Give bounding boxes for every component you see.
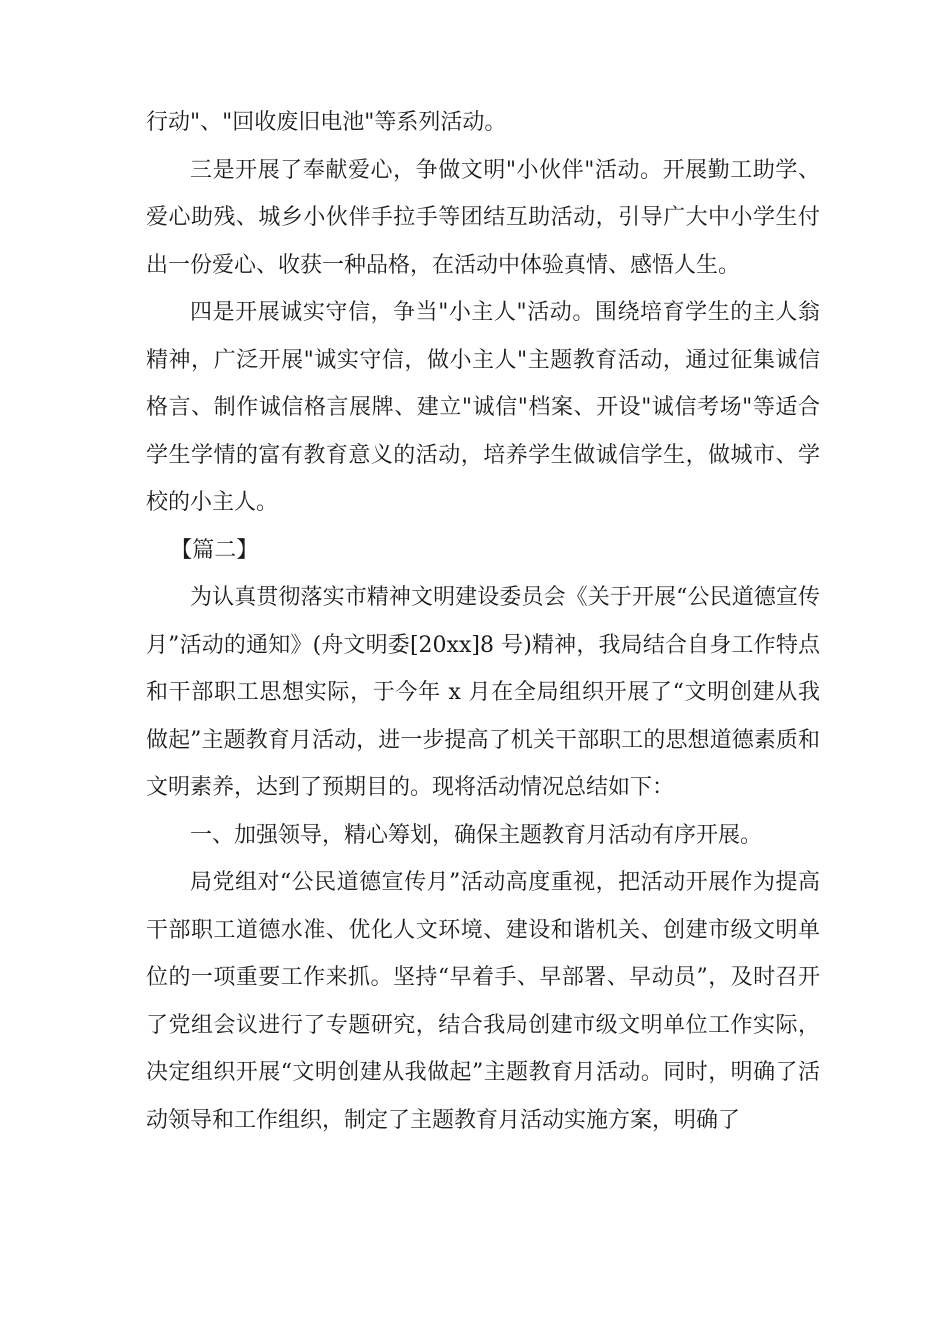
- paragraph-continuation: 行动"、"回收废旧电池"等系列活动。: [146, 110, 507, 135]
- paragraph-body: 局党组对“公民道德宣传月”活动高度重视，把活动开展作为提高干部职工道德水准、优化人文环境、建设和谐机关、创建市级文明单位的一项重要工作来抓。坚持“早着手、早部署、早动员”，及时召开了党组会议进行了专题研究，结合我局创建市级文明单位工作实际，决定组织开展“文明创建从我做起”主题教育月活动。同时，明确了活动领导和工作组织，制定了主题教育月活动实施方案，明确了: [146, 870, 820, 1133]
- document-body: [146, 99, 820, 1144]
- paragraph-item-three: 三是开展了奉献爱心，争做文明"小伙伴"活动。开展勤工助学、爱心助残、城乡小伙伴手拉手等团结互助活动，引导广大中小学生付出一份爱心、收获一种品格，在活动中体验真情、感悟人生。: [146, 157, 820, 278]
- paragraph-item-four: 四是开展诚实守信，争当"小主人"活动。围绕培育学生的主人翁精神，广泛开展"诚实守信，做小主人"主题教育活动，通过征集诚信格言、制作诚信格言展牌、建立"诚信"档案、开设"诚信考场"等适合学生学情的富有教育意义的活动，培养学生做诚信学生，做城市、学校的小主人。: [146, 300, 820, 515]
- paragraph-intro: 为认真贯彻落实市精神文明建设委员会《关于开展“公民道德宣传月”活动的通知》(舟文明委[20xx]8 号)精神，我局结合自身工作特点和干部职工思想实际，于今年 x 月在全局组织开展了“文明创建从我做起”主题教育月活动，进一步提高了机关干部职工的思想道德素质和文明素养，达到了预期目的。现将活动情况总结如下：: [146, 585, 820, 800]
- section-heading: 【篇二】: [170, 537, 259, 563]
- paragraph-subheading: 一、加强领导，精心筹划，确保主题教育月活动有序开展。: [190, 822, 763, 848]
